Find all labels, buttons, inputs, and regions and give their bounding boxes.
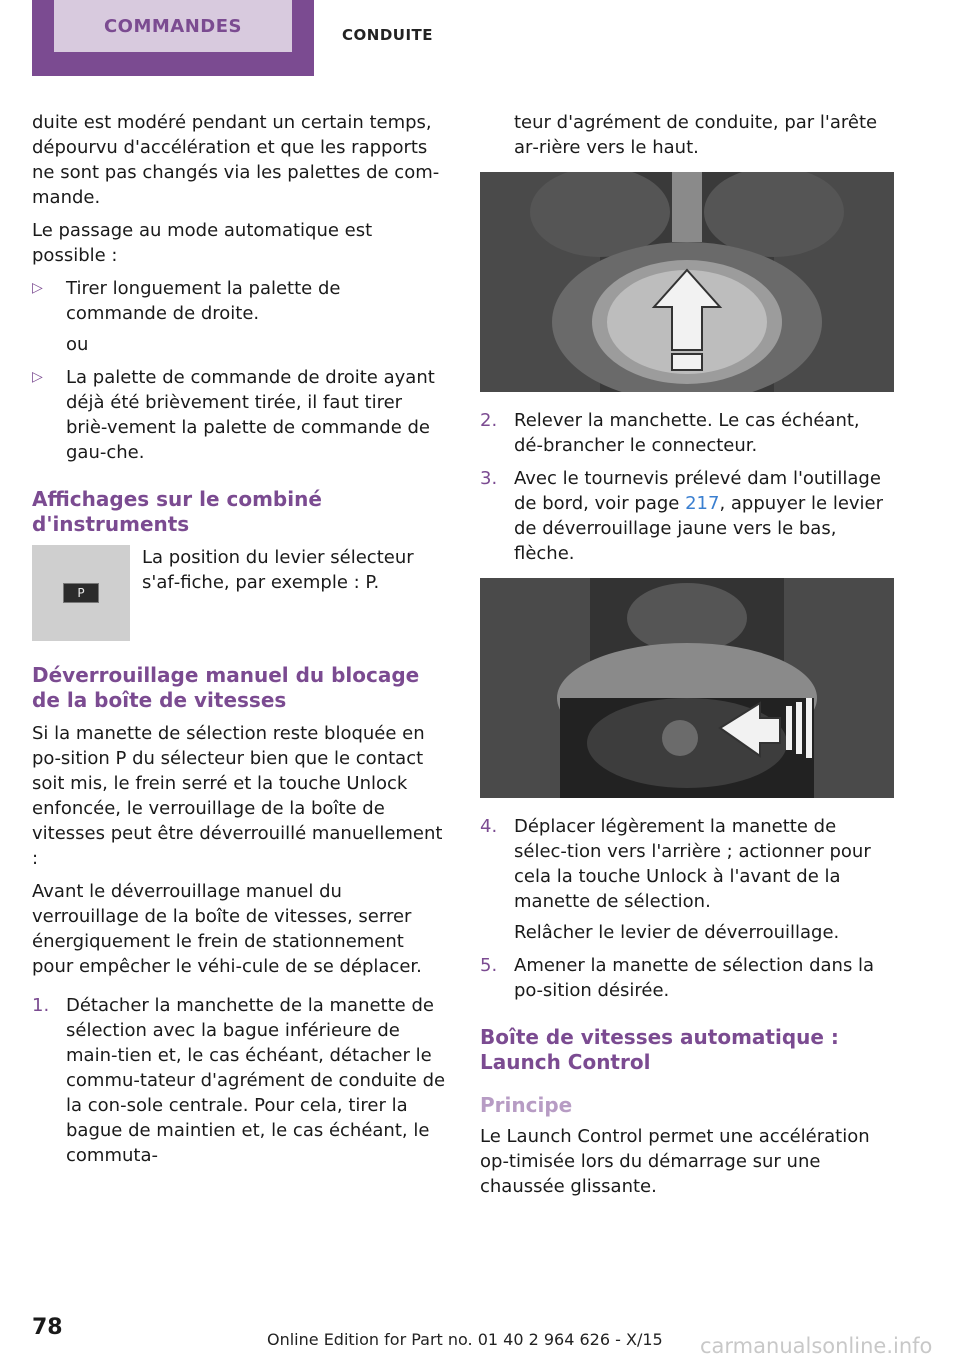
bullet-text: Tirer longuement la palette de commande de droite. xyxy=(66,278,341,324)
step-number: 5. xyxy=(480,955,498,976)
list-item xyxy=(480,466,894,566)
left-column xyxy=(32,110,446,1176)
list-item xyxy=(32,993,446,1168)
bullet-arrow-icon: ▷ xyxy=(32,280,43,296)
step-number: 2. xyxy=(480,410,498,431)
step-text-pre: Avec le tournevis prélevé dam l'outillage de bord, voir page xyxy=(514,468,881,514)
steps-list-right-a xyxy=(480,408,894,566)
intro-paragraph: duite est modéré pendant un certain temps, dépourvu d'accélération et que les rapports ne sont pas changés via les palettes de com‐mande. xyxy=(32,112,440,208)
header-tab-commandes-label: COMMANDES xyxy=(54,0,292,52)
display-text: La position du levier sélecteur s'af‐fiche, par exemple : P. xyxy=(142,547,414,593)
step-text: Détacher la manchette de la manette de sélection avec la bague inférieure de main‐tien et, le cas échéant, détacher le commu‐tateur d'agrément de conduite de la con‐sole centrale. Pour cela, tirer la bague de maintien et, le cas échéant, le commuta‐ xyxy=(66,995,446,1166)
header-tab-conduite[interactable]: CONDUITE xyxy=(342,26,434,44)
gear-letter: P xyxy=(77,586,85,600)
list-item xyxy=(480,814,894,945)
step-text: Amener la manette de sélection dans la po‐sition désirée. xyxy=(514,955,875,1001)
page-link-217[interactable]: 217 xyxy=(685,493,720,514)
unlock-paragraph-1: Si la manette de sélection reste bloquée en po‐sition P du sélecteur bien que le contact soit mis, le frein serré et la touche Unlock enfoncée, le verrouillage de la boîte de vitesses peut être déverrouillé manuellement : xyxy=(32,723,443,869)
list-item xyxy=(32,365,446,465)
auto-mode-paragraph: Le passage au mode automatique est possible : xyxy=(32,220,373,266)
step1-continued: teur d'agrément de conduite, par l'arête ar‐rière vers le haut. xyxy=(514,112,878,158)
heading-principle: Principe xyxy=(480,1093,573,1117)
shifter-photo-arrow-up xyxy=(480,172,894,392)
step-text: Déplacer légèrement la manette de sélec‐tion vers l'arrière ; actionner pour cela la touche Unlock à l'avant de la manette de sélection. xyxy=(514,816,871,912)
step-number: 3. xyxy=(480,468,498,489)
steps-list-left xyxy=(32,993,446,1168)
list-item xyxy=(480,408,894,458)
bullet-text: La palette de commande de droite ayant déjà été brièvement tirée, il faut tirer briè‐vement la palette de commande de gau‐che. xyxy=(66,367,435,463)
list-item xyxy=(32,276,446,357)
heading-launch-control: Boîte de vitesses automatique : Launch Control xyxy=(480,1025,839,1074)
header-tab-commandes[interactable] xyxy=(32,0,314,76)
bullet-arrow-icon: ▷ xyxy=(32,369,43,385)
heading-displays: Affichages sur le combiné d'instruments xyxy=(32,487,322,536)
unlock-paragraph-2: Avant le déverrouillage manuel du verrouillage de la boîte de vitesses, serrer énergiquement le frein de stationnement pour empêcher le véhi‐cule de se déplacer. xyxy=(32,881,422,977)
instrument-display-image xyxy=(32,545,130,641)
step-subtext: Relâcher le levier de déverrouillage. xyxy=(514,922,840,943)
heading-manual-unlock: Déverrouillage manuel du blocage de la boîte de vitesses xyxy=(32,663,420,712)
page-number: 78 xyxy=(32,1315,63,1340)
list-item xyxy=(480,953,894,1003)
or-text: ou xyxy=(66,334,89,355)
release-lever-photo-arrow xyxy=(480,578,894,798)
steps-list-right-b xyxy=(480,814,894,1003)
bullet-list xyxy=(32,276,446,465)
watermark: carmanualsonline.info xyxy=(700,1334,933,1358)
gear-p-indicator-icon xyxy=(63,583,99,603)
step-number: 4. xyxy=(480,816,498,837)
step-text: Relever la manchette. Le cas échéant, dé‐brancher le connecteur. xyxy=(514,410,860,456)
step-number: 1. xyxy=(32,995,50,1016)
display-figure-row xyxy=(32,545,446,641)
step-text-post: , appuyer le levier de déverrouillage jaune vers le bas, flèche. xyxy=(514,493,884,564)
footer-edition: Online Edition for Part no. 01 40 2 964 626 - X/15 xyxy=(267,1330,663,1349)
right-column xyxy=(480,110,894,1207)
principle-text: Le Launch Control permet une accélération op‐timisée lors du démarrage sur une chaussée glissante. xyxy=(480,1126,870,1197)
